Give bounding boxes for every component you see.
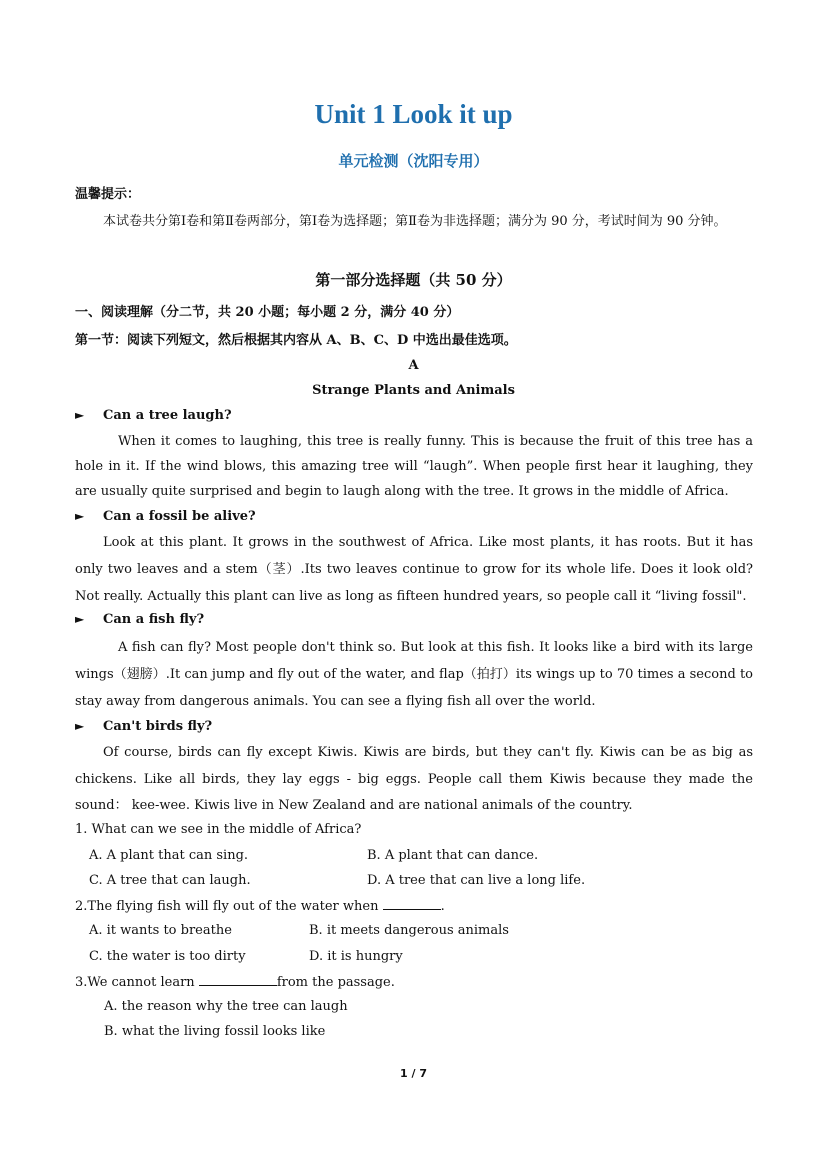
heading-text: Can't birds fly? xyxy=(103,719,213,734)
page-number: 1 / 7 xyxy=(400,1067,427,1080)
passage-heading-4 xyxy=(75,719,212,734)
question-3-stem xyxy=(75,974,395,990)
part1-heading: 第一部分选择题（共 50 分） xyxy=(315,271,512,289)
answer-blank xyxy=(383,898,441,910)
question-1-option-c: C. A tree that can laugh. xyxy=(89,873,251,888)
page-subtitle: 单元检测（沈阳专用） xyxy=(338,152,489,170)
question-2-option-b: B. it meets dangerous animals xyxy=(309,923,509,938)
question-2-option-c: C. the water is too dirty xyxy=(89,949,246,964)
question-2-option-a: A. it wants to breathe xyxy=(89,923,232,938)
question-3-option-b: B. what the living fossil looks like xyxy=(104,1024,326,1039)
question-2-stem xyxy=(75,898,445,914)
passage-heading-2 xyxy=(75,509,256,524)
passage-paragraph-3: A fish can fly? Most people don't think so. But look at this fish. It looks like a bird with its large wings（翅膀）.It can jump and fly out of the water, and flap（拍打）its wings up to 70 times a second to stay away from dangerous animals. You can see a flying fish all over the world. xyxy=(75,640,753,709)
question-1-option-b: B. A plant that can dance. xyxy=(367,848,539,863)
triangle-right-icon: ► xyxy=(75,408,85,422)
heading-text: Can a fish fly? xyxy=(103,612,205,627)
passage-paragraph-1: When it comes to laughing, this tree is really funny. This is because the fruit of this tree has a hole in it. If the wind blows, this amazing tree will “laugh”. When people first hear it laughing, they are usually quite surprised and begin to laugh along with the tree. It grows in the middle of Africa. xyxy=(75,434,753,499)
page-title: Unit 1 Look it up xyxy=(314,99,513,129)
question-3-stem-before: 3.We cannot learn xyxy=(75,975,195,990)
triangle-right-icon: ► xyxy=(75,509,85,523)
notice-label: 温馨提示： xyxy=(75,187,141,202)
heading-text: Can a tree laugh? xyxy=(103,408,232,423)
question-1-stem: 1. What can we see in the middle of Africa? xyxy=(75,822,362,837)
question-1-option-a: A. A plant that can sing. xyxy=(89,848,249,863)
passage-title: Strange Plants and Animals xyxy=(312,383,515,398)
question-2-stem-after: . xyxy=(440,899,445,914)
triangle-right-icon: ► xyxy=(75,612,85,626)
notice-text: 本试卷共分第Ⅰ卷和第Ⅱ卷两部分，第Ⅰ卷为选择题；第Ⅱ卷为非选择题；满分为 90 分，考试时间为 90 分钟。 xyxy=(103,214,727,229)
passage-paragraph-4: Of course, birds can fly except Kiwis. Kiwis are birds, but they can't fly. Kiwis can be as big as chickens. Like all birds, they lay eggs - big eggs. People call them Kiwis because they made the sound： kee-wee. Kiwis live in New Zealand and are national animals of the country. xyxy=(75,745,753,813)
passage-heading-1 xyxy=(75,408,232,423)
section-instruction: 第一节：阅读下列短文，然后根据其内容从 A、B、C、D 中选出最佳选项。 xyxy=(75,333,517,348)
passage-heading-3 xyxy=(75,612,204,627)
triangle-right-icon: ► xyxy=(75,719,85,733)
passage-letter: A xyxy=(408,358,419,373)
question-1-option-d: D. A tree that can live a long life. xyxy=(367,873,586,888)
answer-blank xyxy=(199,974,277,986)
section-title: 一、阅读理解（分二节，共 20 小题；每小题 2 分，满分 40 分） xyxy=(75,305,460,320)
question-3-option-a: A. the reason why the tree can laugh xyxy=(104,999,348,1014)
question-3-stem-after: from the passage. xyxy=(276,975,395,990)
question-2-option-d: D. it is hungry xyxy=(309,949,403,964)
heading-text: Can a fossil be alive? xyxy=(103,509,256,524)
question-2-stem-before: 2.The flying fish will fly out of the water when xyxy=(75,899,379,914)
passage-paragraph-2: Look at this plant. It grows in the southwest of Africa. Like most plants, it has roots. But it has only two leaves and a stem（茎）.Its two leaves continue to grow for its whole life. Does it look old? Not really. Actually this plant can live as long as fifteen hundred years, so people call it “living fossil". xyxy=(75,535,753,604)
